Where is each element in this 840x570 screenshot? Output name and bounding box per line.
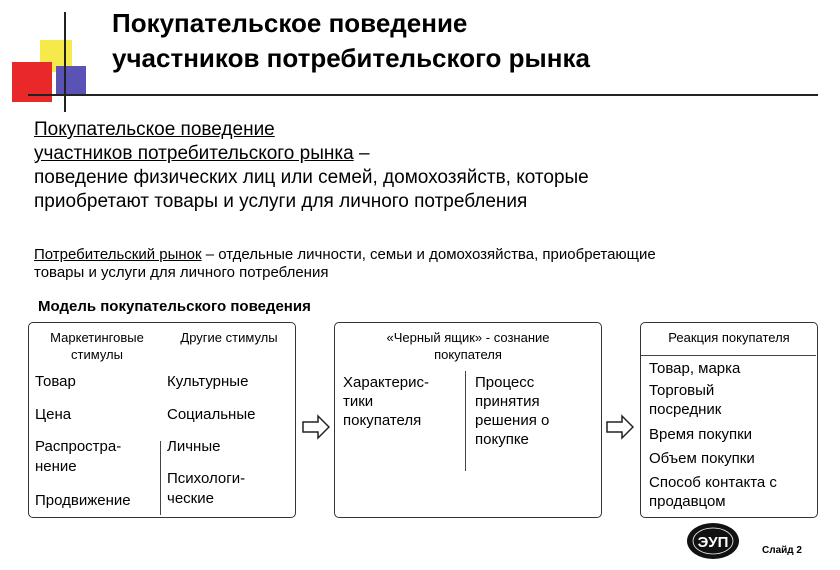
reaction-box (640, 322, 818, 518)
logo-text: ЭУП (697, 534, 729, 551)
title-line-2: участников потребительского рынка (112, 43, 590, 73)
definition2-body-line1: – отдельные личности, семьи и домохозяйства, приобретающие (201, 246, 656, 263)
reaction-item-purchase-time: Время покупки (649, 426, 753, 443)
decor-red-square (12, 62, 52, 102)
arrow-right-icon (606, 414, 634, 440)
definition2-body-line2: товары и услуги для личного потребления (34, 264, 329, 281)
marketing-item-product: Товар (35, 373, 76, 390)
decor-vertical-line (64, 12, 66, 112)
reaction-item-dealer: Торговый посредник (649, 382, 722, 418)
title-line-1: Покупательское поведение (112, 8, 468, 38)
reaction-header-divider (641, 355, 816, 356)
reaction-item-contact-method: Способ контакта с продавцом (649, 474, 777, 510)
stimuli-divider (160, 441, 161, 515)
other-item-cultural: Культурные (167, 373, 249, 390)
marketing-item-distribution: Распростра-нение (35, 438, 122, 475)
marketing-stimuli-header: Маркетинговые стимулы (50, 330, 144, 362)
definition-consumer-market (34, 246, 814, 282)
definition1-body-line2: приобретают товары и услуги для личного потребления (34, 191, 528, 212)
stimuli-box (28, 322, 296, 518)
marketing-item-price: Цена (35, 406, 72, 423)
definition1-dash: – (353, 143, 370, 164)
buyer-characteristics: Характерис-тики покупателя (343, 374, 430, 429)
definition2-term: Потребительский рынок (34, 246, 202, 263)
black-box (334, 322, 602, 518)
slide-number: Слайд 2 (762, 545, 802, 556)
slide-title (112, 6, 590, 76)
model-title: Модель покупательского поведения (38, 298, 311, 315)
reaction-header: Реакция покупателя (668, 330, 790, 345)
department-logo (686, 522, 740, 560)
definition1-term-line1: Покупательское поведение (34, 119, 275, 140)
other-stimuli-header: Другие стимулы (180, 330, 278, 345)
marketing-item-promotion: Продвижение (35, 492, 131, 509)
reaction-item-product-brand: Товар, марка (649, 360, 741, 377)
other-item-personal: Личные (167, 438, 221, 455)
other-item-social: Социальные (167, 406, 256, 423)
arrow-right-icon (302, 414, 330, 440)
other-item-psychological: Психологи-ческие (167, 470, 246, 507)
definition-consumer-behavior (34, 118, 794, 214)
black-box-divider (465, 371, 466, 471)
reaction-item-purchase-volume: Объем покупки (649, 450, 755, 467)
black-box-header: «Черный ящик» - сознание покупателя (386, 330, 550, 362)
definition1-term-line2: участников потребительского рынка (34, 143, 354, 164)
definition1-body-line1: поведение физических лиц или семей, домохозяйств, которые (34, 167, 589, 188)
decor-blue-square (56, 66, 86, 96)
decision-process: Процесс принятия решения о покупке (475, 374, 550, 448)
title-underline (28, 94, 818, 96)
